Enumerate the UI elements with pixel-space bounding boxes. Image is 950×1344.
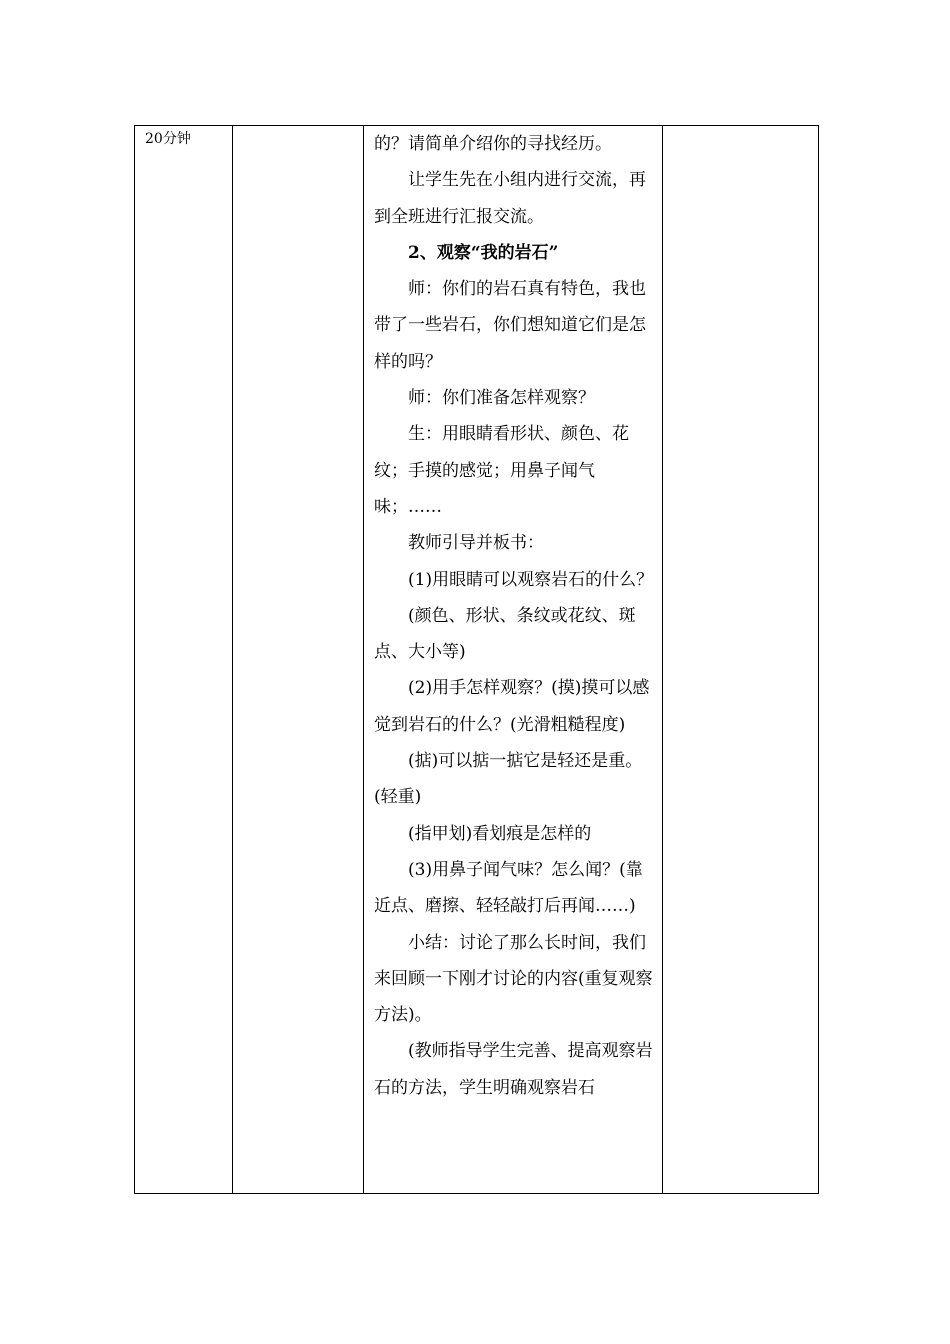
table-row — [135, 126, 819, 1194]
content-paragraph: (3)用鼻子闻气味？怎么闻？(靠近点、磨擦、轻轻敲打后再闻……) — [374, 859, 643, 917]
content-paragraph: 2、观察“我的岩石” — [408, 242, 559, 263]
content-paragraph: 师：你们准备怎样观察？ — [408, 388, 595, 409]
content-paragraph: (掂)可以掂一掂它是轻还是重。(轻重) — [374, 751, 643, 808]
content-paragraph: (教师指导学生完善、提高观察岩石的方法，学生明确观察岩石 — [374, 1041, 653, 1098]
content-paragraph: 的？请简单介绍你的寻找经历。 — [374, 134, 612, 154]
lesson-plan-table — [134, 125, 819, 1194]
empty-cell-left — [233, 126, 364, 1194]
content-paragraph: (2)用手怎样观察？(摸)摸可以感觉到岩石的什么？(光滑粗糙程度) — [374, 678, 650, 735]
content-paragraph: 小结：讨论了那么长时间，我们来回顾一下刚才讨论的内容(重复观察方法)。 — [374, 932, 653, 1026]
content-paragraph: 师：你们的岩石真有特色，我也带了一些岩石，你们想知道它们是怎样的吗？ — [374, 279, 646, 372]
content-paragraph: 生：用眼睛看形状、颜色、花纹；手摸的感觉；用鼻子闻气味；…… — [374, 424, 629, 517]
content-paragraph: (1)用眼睛可以观察岩石的什么？ — [408, 569, 654, 590]
content-paragraph: 教师引导并板书： — [408, 533, 544, 554]
content-paragraph: 让学生先在小组内进行交流，再到全班进行汇报交流。 — [374, 170, 646, 227]
time-label: 20分钟 — [145, 131, 191, 147]
empty-cell-right — [663, 126, 819, 1194]
content-paragraph: (指甲划)看划痕是怎样的 — [408, 823, 592, 844]
time-cell — [135, 126, 233, 1194]
content-cell — [364, 126, 663, 1194]
content-paragraph: (颜色、形状、条纹或花纹、斑点、大小等) — [374, 605, 636, 663]
content-text — [364, 126, 662, 1106]
